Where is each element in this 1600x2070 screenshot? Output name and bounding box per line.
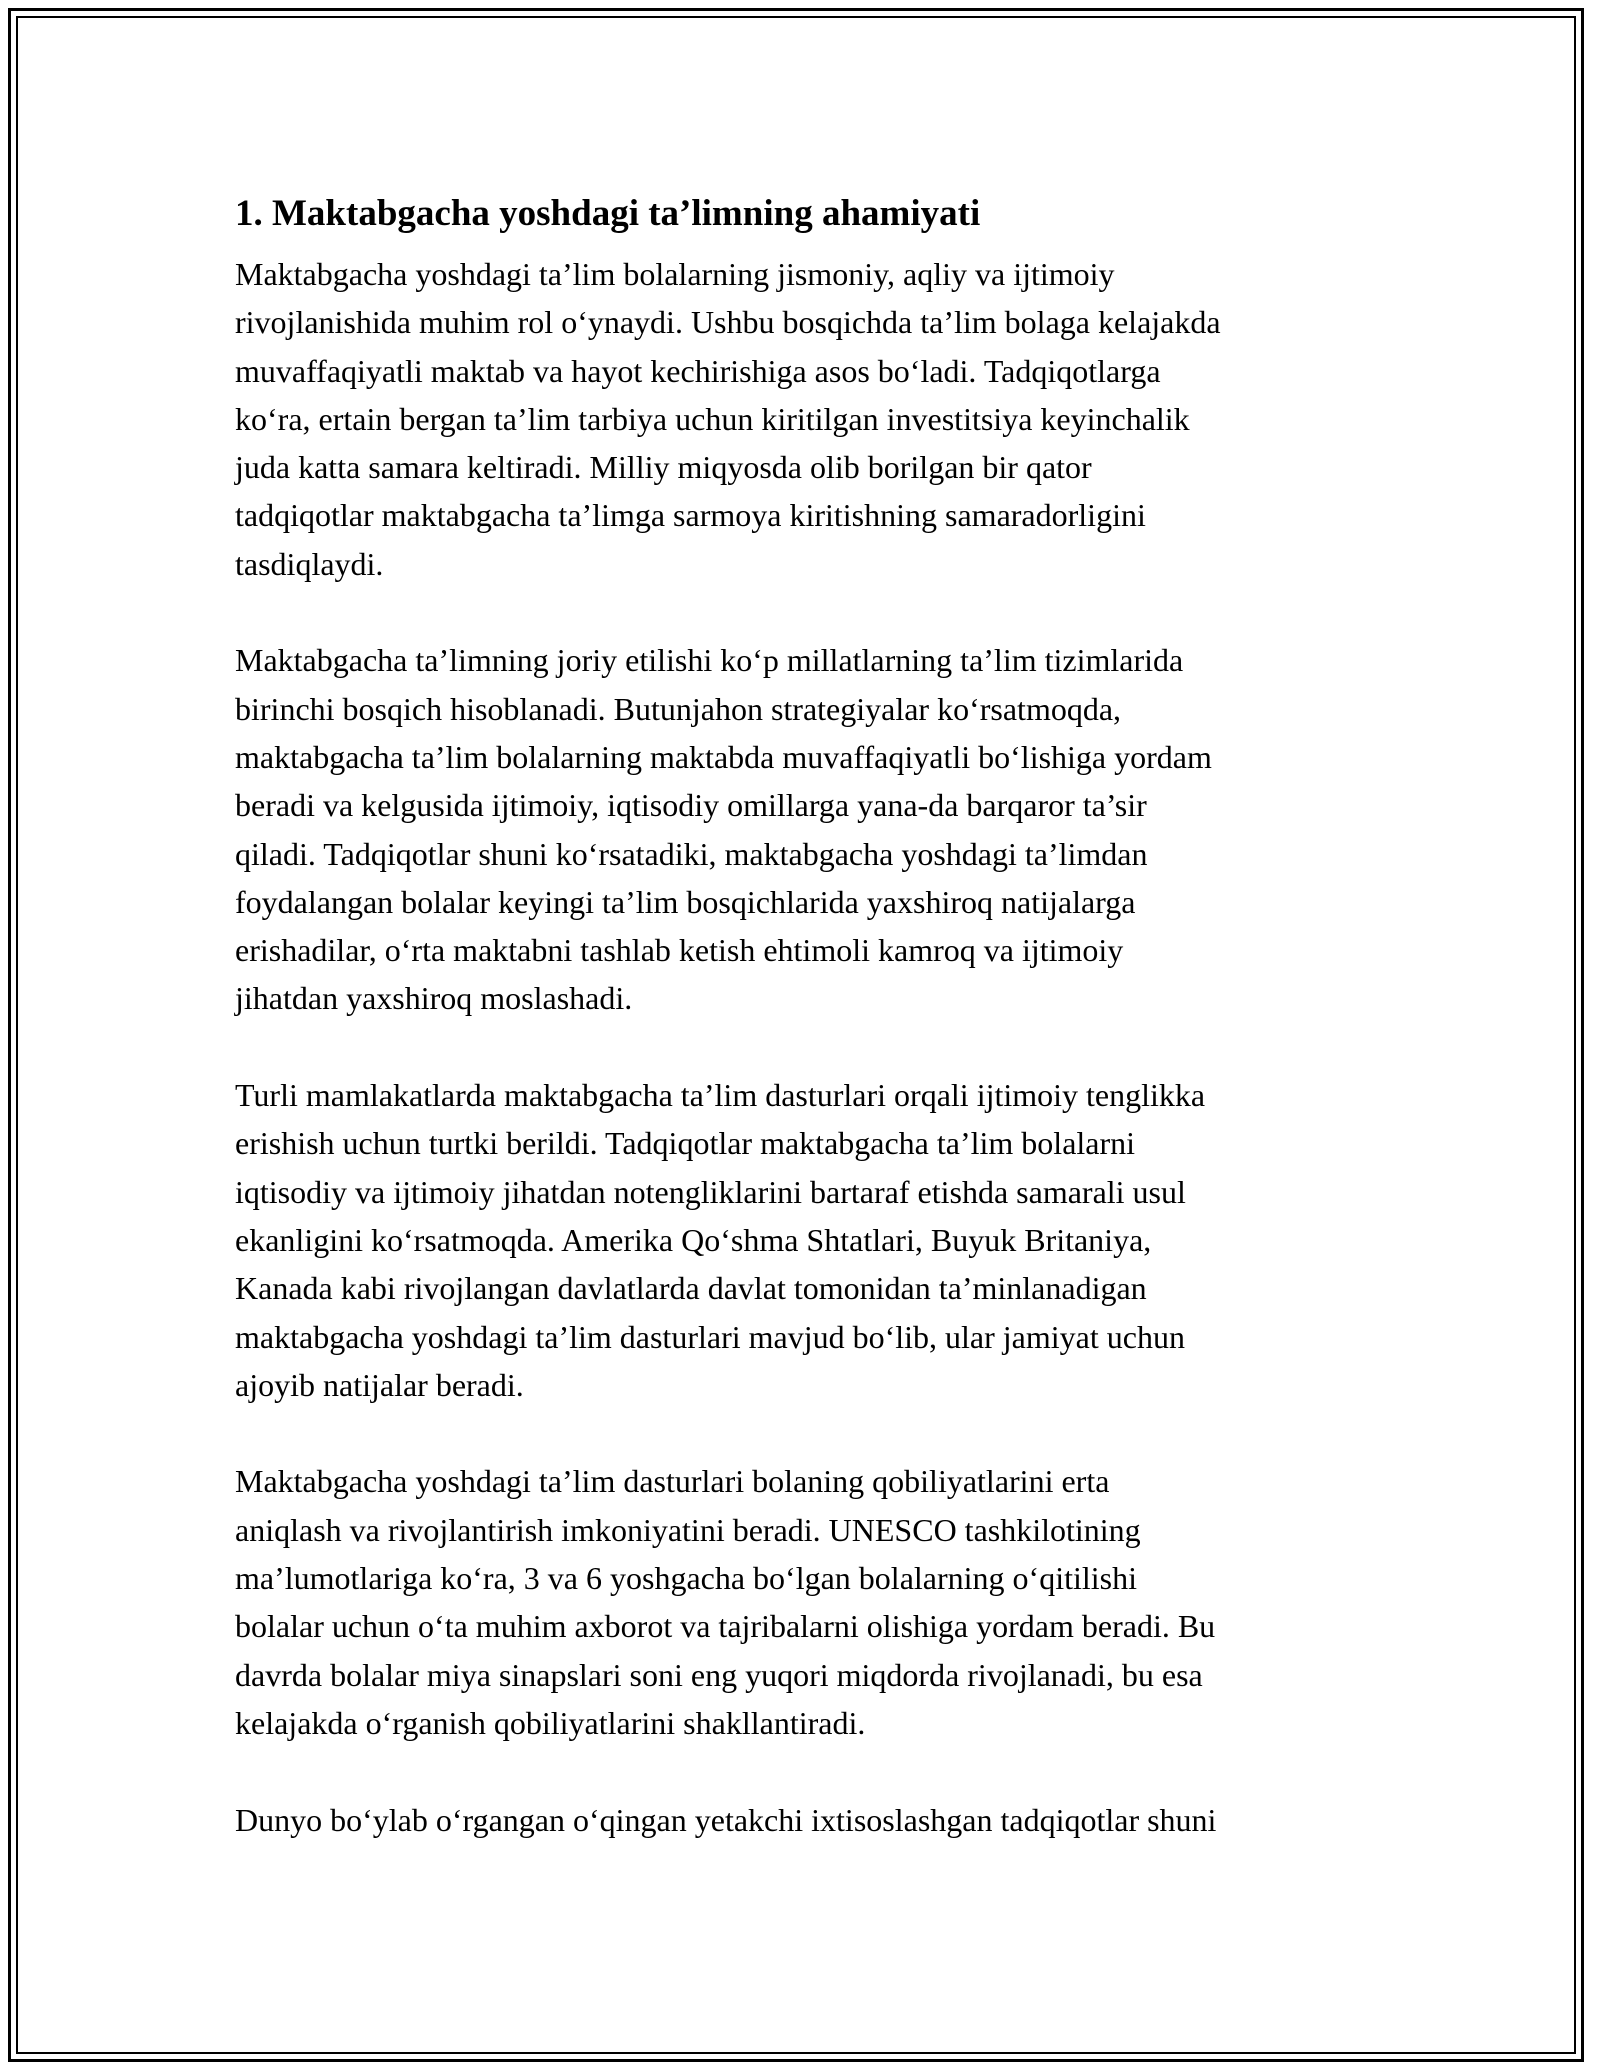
paragraph-line: maktabgacha yoshdagi ta’lim dasturlari mavjud bo‘lib, ular jamiyat uchun [235,1318,1185,1355]
paragraph [235,1457,1385,1747]
paragraph [235,1071,1385,1409]
paragraph-line: ekanligini ko‘rsatmoqda. Amerika Qo‘shma Shtatlari, Buyuk Britaniya, [235,1221,1152,1258]
paragraph-line: erishish uchun turtki berildi. Tadqiqotlar maktabgacha ta’lim bolalarni [235,1125,1136,1162]
section-heading: 1. Maktabgacha yoshdagi ta’limning ahamiyati [235,193,981,234]
paragraph-line: Maktabgacha yoshdagi ta’lim dasturlari bolaning qobiliyatlarini erta [235,1463,1110,1500]
paragraph-line: rivojlanishida muhim rol o‘ynaydi. Ushbu bosqichda ta’lim bolaga kelajakda [235,304,1221,341]
paragraph [235,1796,1385,1844]
paragraph [235,636,1385,1022]
paragraph-line: bolalar uchun o‘ta muhim axborot va tajribalarni olishiga yordam beradi. Bu [235,1608,1216,1645]
paragraph [235,250,1385,588]
paragraph-line: tasdiqlaydi. [235,545,384,582]
paragraph-line: aniqlash va rivojlantirish imkoniyatini beradi. UNESCO tashkilotining [235,1511,1141,1548]
paragraph-line: beradi va kelgusida ijtimoiy, iqtisodiy omillarga yana-da barqaror ta’sir [235,787,1147,824]
paragraph-line: Maktabgacha yoshdagi ta’lim bolalarning jismoniy, aqliy va ijtimoiy [235,256,1115,292]
paragraph-line: jihatdan yaxshiroq moslashadi. [235,980,633,1017]
paragraph-line: maktabgacha ta’lim bolalarning maktabda muvaffaqiyatli bo‘lishiga yordam [235,738,1212,775]
paragraph-line: Kanada kabi rivojlangan davlatlarda davlat tomonidan ta’minlanadigan [235,1270,1147,1307]
paragraph-line: tadqiqotlar maktabgacha ta’limga sarmoya kiritishning samaradorligini [235,497,1146,534]
paragraph-line: juda katta samara keltiradi. Milliy miqyosda olib borilgan bir qator [235,449,1092,486]
paragraph-line: kelajakda o‘rganish qobiliyatlarini shakllantiradi. [235,1704,866,1741]
paragraph-line: iqtisodiy va ijtimoiy jihatdan notengliklarini bartaraf etishda samarali usul [235,1173,1186,1210]
paragraph-line: ma’lumotlariga ko‘ra, 3 va 6 yoshgacha bo‘lgan bolalarning o‘qitilishi [235,1560,1137,1597]
document-body [235,186,1385,1892]
paragraph-line: erishadilar, o‘rta maktabni tashlab ketish ehtimoli kamroq va ijtimoiy [235,932,1124,969]
paragraph-line: foydalangan bolalar keyingi ta’lim bosqichlarida yaxshiroq natijalarga [235,883,1136,920]
paragraph-line: muvaffaqiyatli maktab va hayot kechirishiga asos bo‘ladi. Tadqiqotlarga [235,352,1161,389]
paragraph-line: qiladi. Tadqiqotlar shuni ko‘rsatadiki, maktabgacha yoshdagi ta’limdan [235,835,1148,872]
paragraph-line: davrda bolalar miya sinapslari soni eng yuqori miqdorda rivojlanadi, bu esa [235,1656,1203,1693]
paragraph-line: Maktabgacha ta’limning joriy etilishi ko‘p millatlarning ta’lim tizimlarida [235,642,1184,679]
paragraph-line: Dunyo bo‘ylab o‘rgangan o‘qingan yetakchi ixtisoslashgan tadqiqotlar shuni [235,1801,1217,1838]
paragraph-list [235,250,1385,1844]
paragraph-line: ajoyib natijalar beradi. [235,1366,524,1403]
paragraph-line: ko‘ra, ertain bergan ta’lim tarbiya uchun kiritilgan investitsiya keyinchalik [235,400,1190,437]
paragraph-line: Turli mamlakatlarda maktabgacha ta’lim dasturlari orqali ijtimoiy tenglikka [235,1077,1206,1114]
paragraph-line: birinchi bosqich hisoblanadi. Butunjahon strategiyalar ko‘rsatmoqda, [235,690,1122,727]
